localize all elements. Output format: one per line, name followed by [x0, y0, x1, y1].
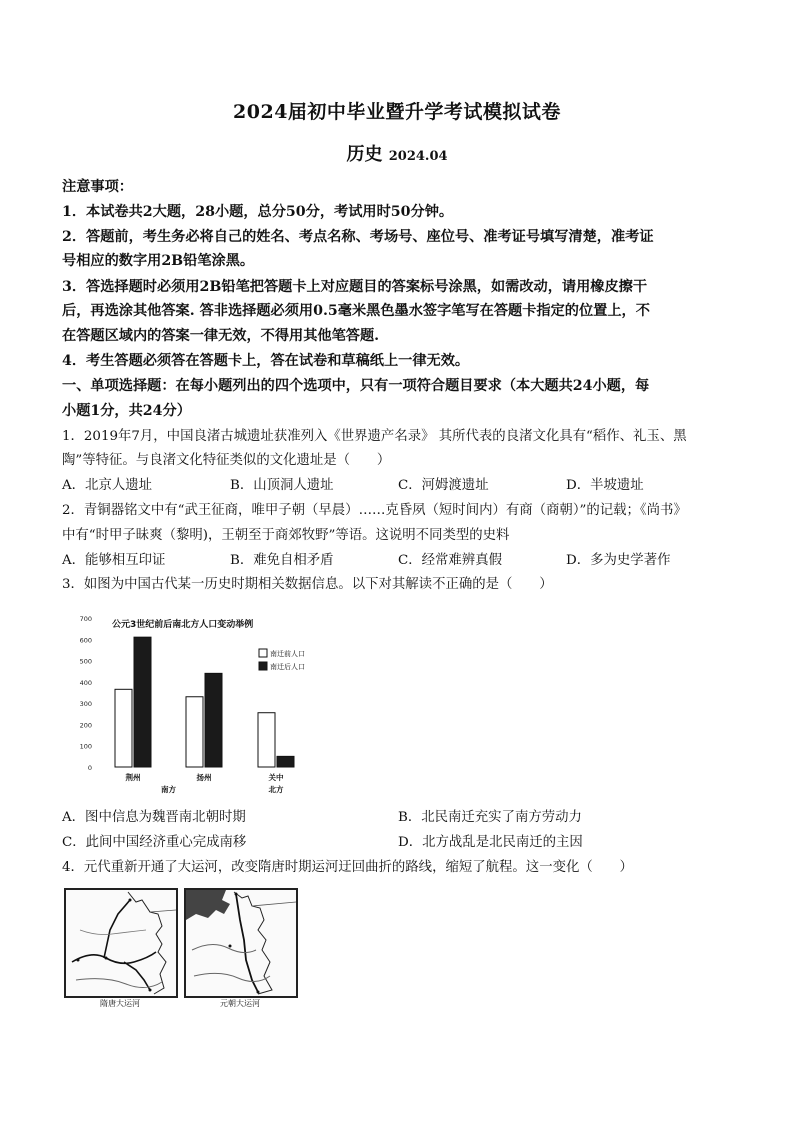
- group-label-north: 北方: [268, 785, 284, 794]
- bar-after: [134, 637, 151, 767]
- q1-option-c: C．河姆渡遗址: [398, 478, 489, 493]
- yuan-canal-drawing: [186, 890, 296, 996]
- q2-option-b: B．难免自相矛盾: [230, 553, 334, 568]
- notice-item: 2．答题前，考生务必将自己的姓名、考点名称、考场号、座位号、准考证号填写清楚，准考证: [62, 229, 654, 245]
- q1-option-a: A．北京人遗址: [62, 478, 153, 493]
- x-category-label: 关中: [268, 773, 284, 782]
- bar-before: [186, 697, 203, 767]
- x-category-label: 荆州: [125, 773, 141, 782]
- y-tick-label: 200: [79, 721, 92, 730]
- chart-title: 公元3世纪前后南北方人口变动举例: [112, 620, 254, 630]
- y-tick-label: 600: [79, 636, 92, 645]
- q3-option-d: D．北方战乱是北民南迁的主因: [398, 835, 583, 850]
- notice-item: 4．考生答题必须答在答题卡上，答在试卷和草稿纸上一律无效。: [62, 353, 470, 369]
- sui-tang-canal-drawing: [66, 890, 176, 996]
- q2-option-d: D．多为史学著作: [566, 553, 671, 568]
- notice-item: 1．本试卷共2大题，28小题，总分50分，考试用时50分钟。: [62, 204, 454, 220]
- notice-heading: 注意事项：: [62, 179, 133, 195]
- map-1-caption: 隋唐大运河: [100, 999, 140, 1008]
- y-tick-label: 400: [79, 678, 92, 687]
- bar-after: [277, 756, 294, 767]
- legend-label: 南迁后人口: [270, 663, 305, 671]
- bar-after: [205, 673, 222, 767]
- exam-subject: [0, 140, 794, 166]
- question-1-stem-cont: 陶”等特征。与良渚文化特征类似的文化遗址是（ ）: [62, 453, 391, 468]
- yuan-canal-map: [184, 888, 296, 1010]
- group-label-south: 南方: [161, 785, 176, 794]
- y-tick-label: 0: [87, 764, 92, 772]
- exam-title: 2024届初中毕业暨升学考试模拟试卷: [233, 101, 561, 123]
- notice-item: 3．答选择题时必须用2B铅笔把答题卡上对应题目的答案标号涂黑，如需改动，请用橡皮擦干: [62, 279, 648, 295]
- section-heading: 一、单项选择题：在每小题列出的四个选项中，只有一项符合题目要求（本大题共24小题，每: [62, 378, 650, 394]
- question-2-stem: 2．青铜器铭文中有“武王征商，唯甲子朝（早晨）……克昏夙（短时间内）有商（商朝）”的记载；《尚书》: [62, 503, 687, 518]
- q3-option-a: A．图中信息为魏晋南北朝时期: [62, 810, 246, 825]
- bar-before: [258, 713, 275, 767]
- y-tick-label: 300: [79, 700, 92, 709]
- legend-label: 南迁前人口: [270, 650, 305, 658]
- question-4-stem: 4．元代重新开通了大运河，改变隋唐时期运河迂回曲折的路线，缩短了航程。这一变化（ ）: [62, 860, 633, 875]
- x-category-label: 扬州: [196, 773, 212, 782]
- legend-swatch: [259, 662, 267, 670]
- q1-option-d: D．半坡遗址: [566, 478, 644, 493]
- bar-before: [115, 689, 132, 767]
- sui-tang-canal-map: [64, 888, 176, 1010]
- q3-option-c: C．此间中国经济重心完成南移: [62, 835, 247, 850]
- population-bar-chart: [60, 604, 320, 799]
- notice-item: 号相应的数字用2B铅笔涂黑。: [62, 253, 255, 269]
- q2-option-a: A．能够相互印证: [62, 553, 166, 568]
- y-tick-label: 500: [79, 657, 92, 666]
- y-tick-label: 100: [79, 742, 92, 751]
- section-heading-cont: 小题1分，共24分）: [62, 403, 191, 419]
- question-2-stem-cont: 中有“时甲子昧爽（黎明)，王朝至于商郊牧野”等语。这说明不同类型的史料: [62, 528, 510, 543]
- q2-option-c: C．经常难辨真假: [398, 553, 502, 568]
- q1-option-b: B．山顶洞人遗址: [230, 478, 334, 493]
- legend-swatch: [259, 649, 267, 657]
- subject-name: 历史: [346, 144, 383, 165]
- question-1-stem: 1．2019年7月，中国良渚古城遗址获准列入《世界遗产名录》 其所代表的良渚文化具有“稻作、礼玉、黑: [62, 429, 687, 444]
- notice-item: 在答题区域内的答案一律无效，不得用其他笔答题.: [62, 328, 380, 344]
- q3-option-b: B．北民南迁充实了南方劳动力: [398, 810, 582, 825]
- notice-item: 后，再选涂其他答案. 答非选择题必须用0.5毫米黑色墨水签字笔写在答题卡指定的位置上，不: [62, 303, 650, 319]
- question-3-stem: 3．如图为中国古代某一历史时期相关数据信息。以下对其解读不正确的是（ ）: [62, 577, 553, 592]
- exam-date: 2024.04: [388, 149, 448, 164]
- map-2-caption: 元朝大运河: [220, 999, 260, 1008]
- y-tick-label: 700: [79, 615, 92, 623]
